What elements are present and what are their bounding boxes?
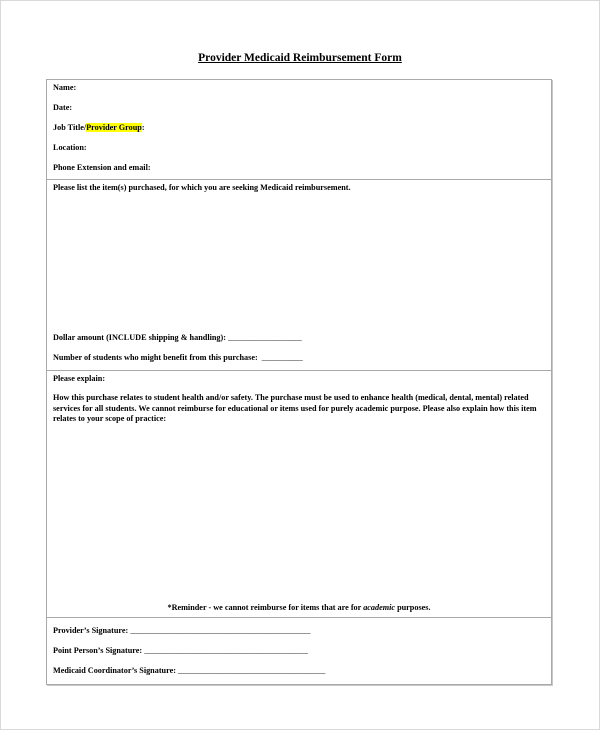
contact-section <box>47 80 551 180</box>
explain-heading: Please explain: <box>53 374 106 383</box>
dollar-amount-label: Dollar amount (INCLUDE shipping & handling): <box>53 333 226 342</box>
provider-signature-field[interactable] <box>53 626 310 636</box>
explain-instructions: How this purchase relates to student health and/or safety. The purchase must be used to enhance health (medical, dental, mental) related services for all students. We cannot reimburse for educational or items used for purely academic purpose. Please also explain how this item relates to your scope of practice: <box>53 393 537 423</box>
dollar-amount-blank[interactable]: __________________ <box>228 333 302 342</box>
location-label: Location: <box>53 143 87 152</box>
point-person-signature-label: Point Person’s Signature: <box>53 646 143 655</box>
point-person-signature-field[interactable] <box>53 646 308 656</box>
explain-section <box>47 371 551 618</box>
name-label: Name: <box>53 83 77 92</box>
coordinator-signature-blank[interactable]: ____________________________________ <box>178 666 326 675</box>
point-person-signature-blank[interactable]: ________________________________________ <box>144 646 308 655</box>
coordinator-signature-field[interactable] <box>53 666 325 676</box>
job-title-colon: : <box>141 123 145 132</box>
students-blank[interactable]: __________ <box>261 353 303 362</box>
signature-section <box>47 618 551 684</box>
job-title-field[interactable] <box>53 123 145 133</box>
phone-email-field[interactable] <box>53 163 151 173</box>
provider-group-highlight: Provider Group <box>86 123 142 132</box>
job-title-label: Job Title/ <box>53 123 87 132</box>
coordinator-signature-label: Medicaid Coordinator’s Signature: <box>53 666 176 675</box>
students-field[interactable] <box>53 353 303 363</box>
provider-signature-label: Provider’s Signature: <box>53 626 129 635</box>
name-field[interactable] <box>53 83 76 93</box>
location-field[interactable] <box>53 143 87 153</box>
items-section <box>47 180 551 371</box>
form-container <box>46 79 552 685</box>
date-field[interactable] <box>53 103 72 113</box>
provider-signature-blank[interactable]: ____________________________________________ <box>130 626 311 635</box>
reminder-text: *Reminder - we cannot reimburse for items that are for <box>167 603 364 612</box>
date-label: Date: <box>53 103 73 112</box>
reminder-suffix: purposes. <box>395 603 431 612</box>
reminder-emphasis: academic <box>363 603 396 612</box>
form-title: Provider Medicaid Reimbursement Form <box>198 52 402 64</box>
students-label: Number of students who might benefit from this purchase: <box>53 353 258 362</box>
reminder-note <box>47 603 551 612</box>
dollar-amount-field[interactable] <box>53 333 302 343</box>
phone-email-label: Phone Extension and email: <box>53 163 151 172</box>
items-prompt: Please list the item(s) purchased, for which you are seeking Medicaid reimbursement. <box>53 183 351 192</box>
